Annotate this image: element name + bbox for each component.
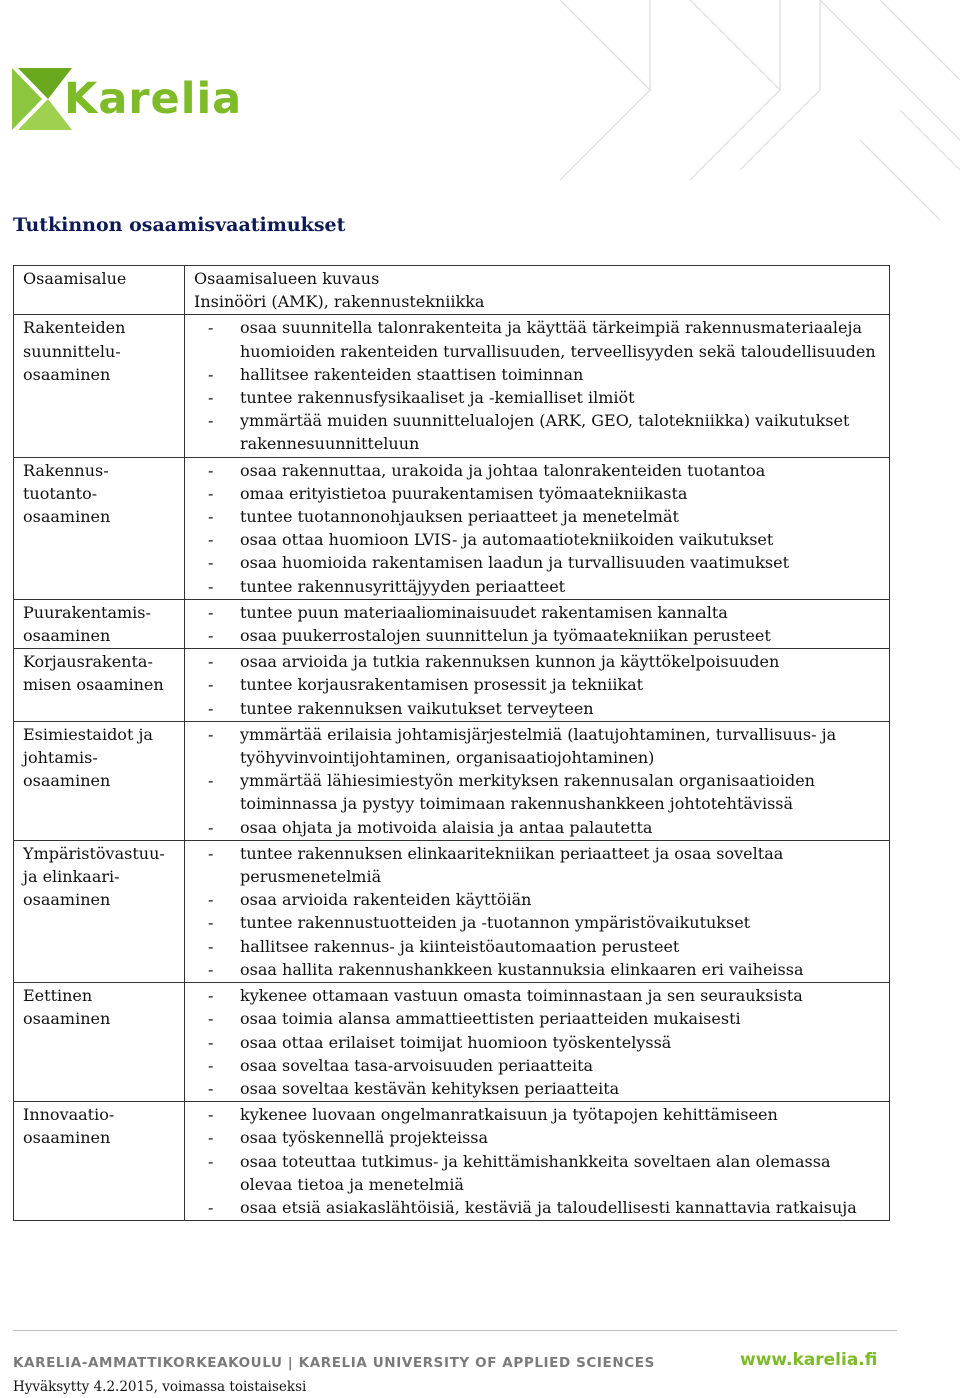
list-item: - tuntee rakennuksen vaikutukset terveyteen bbox=[194, 697, 885, 720]
list-item: - tuntee korjausrakentamisen prosessit ja tekniikat bbox=[194, 673, 885, 696]
list-item: - kykenee ottamaan vastuun omasta toiminnastaan ja sen seurauksista bbox=[194, 984, 885, 1007]
competence-area-cell bbox=[14, 983, 185, 1102]
list-item: - tuntee tuotannonohjauksen periaatteet ja menetelmät bbox=[194, 505, 885, 528]
list-item: - kykenee luovaan ongelmanratkaisuun ja työtapojen kehittämiseen bbox=[194, 1103, 885, 1126]
footer-approval-note: Hyväksytty 4.2.2015, voimassa toistaiseksi bbox=[13, 1379, 307, 1395]
competence-area-label: Eettinen bbox=[23, 986, 93, 1006]
competence-area-label: osaaminen bbox=[23, 364, 111, 384]
competence-description-cell bbox=[185, 649, 890, 722]
table-header-row bbox=[14, 266, 890, 315]
competence-description-cell bbox=[185, 840, 890, 982]
list-item: - osaa puukerrostalojen suunnittelun ja työmaatekniikan perusteet bbox=[194, 624, 885, 647]
list-item: - omaa erityistietoa puurakentamisen työmaatekniikasta bbox=[194, 482, 885, 505]
list-item: - osaa suunnitella talonrakenteita ja käyttää tärkeimpiä rakennusmateriaaleja huomioiden rakenteiden turvallisuuden, terveellisyyden sekä taloudellisuuden bbox=[194, 316, 885, 362]
list-item: - osaa soveltaa tasa-arvoisuuden periaatteita bbox=[194, 1054, 885, 1077]
list-item: - osaa työskennellä projekteissa bbox=[194, 1126, 885, 1149]
competence-area-label: suunnittelu- bbox=[23, 341, 121, 361]
competence-area-cell bbox=[14, 315, 185, 457]
list-item: - osaa huomioida rakentamisen laadun ja turvallisuuden vaatimukset bbox=[194, 551, 885, 574]
header-description-cell bbox=[185, 266, 890, 315]
competence-area-cell bbox=[14, 457, 185, 599]
competence-area-label: osaaminen bbox=[23, 890, 111, 910]
table-row bbox=[14, 721, 890, 840]
list-item: - hallitsee rakennus- ja kiinteistöautomaation perusteet bbox=[194, 935, 885, 958]
requirements-table bbox=[13, 265, 890, 1221]
competence-area-label: misen osaaminen bbox=[23, 675, 164, 695]
requirement-list bbox=[194, 723, 885, 839]
competence-area-label: Innovaatio- bbox=[23, 1105, 115, 1125]
header-area-label: Osaamisalue bbox=[23, 269, 127, 288]
footer-school-name: KARELIA-AMMATTIKORKEAKOULU | KARELIA UNIVERSITY OF APPLIED SCIENCES bbox=[13, 1355, 655, 1371]
competence-area-label: Korjausrakenta- bbox=[23, 652, 153, 672]
footer-website-link[interactable]: www.karelia.fi bbox=[740, 1350, 878, 1370]
competence-area-label: osaaminen bbox=[23, 626, 111, 646]
competence-description-cell bbox=[185, 315, 890, 457]
competence-area-label: ja elinkaari- bbox=[23, 867, 120, 887]
requirement-list bbox=[194, 842, 885, 981]
list-item: - osaa arvioida ja tutkia rakennuksen kunnon ja käyttökelpoisuuden bbox=[194, 650, 885, 673]
page-title: Tutkinnon osaamisvaatimukset bbox=[13, 214, 346, 236]
header-description-label: Osaamisalueen kuvaus bbox=[194, 269, 380, 288]
list-item: - osaa ottaa erilaiset toimijat huomioon työskentelyssä bbox=[194, 1031, 885, 1054]
requirement-list bbox=[194, 1103, 885, 1219]
competence-area-label: osaaminen bbox=[23, 1128, 111, 1148]
requirement-list bbox=[194, 650, 885, 720]
header-degree-label: Insinööri (AMK), rakennustekniikka bbox=[194, 292, 485, 312]
competence-area-cell bbox=[14, 721, 185, 840]
brand-logo-text: Karelia bbox=[64, 74, 243, 124]
list-item: - osaa toteuttaa tutkimus- ja kehittämishankkeita soveltaen alan olemassa olevaa tietoa ja menetelmiä bbox=[194, 1150, 885, 1196]
list-item: - osaa toimia alansa ammattieettisten periaatteiden mukaisesti bbox=[194, 1007, 885, 1030]
list-item: - tuntee rakennusyrittäjyyden periaatteet bbox=[194, 575, 885, 598]
competence-area-cell bbox=[14, 599, 185, 648]
requirement-list bbox=[194, 316, 885, 455]
competence-area-label: osaaminen bbox=[23, 507, 111, 527]
table-row bbox=[14, 649, 890, 722]
competence-area-label: osaaminen bbox=[23, 1009, 111, 1029]
list-item: - osaa hallita rakennushankkeen kustannuksia elinkaaren eri vaiheissa bbox=[194, 958, 885, 981]
footer-divider bbox=[13, 1330, 897, 1331]
table-row bbox=[14, 457, 890, 599]
competence-area-label: Ympäristövastuu- bbox=[23, 843, 165, 863]
requirement-list bbox=[194, 601, 885, 647]
requirement-list bbox=[194, 459, 885, 598]
list-item: - hallitsee rakenteiden staattisen toiminnan bbox=[194, 363, 885, 386]
list-item: - tuntee rakennuksen elinkaaritekniikan periaatteet ja osaa soveltaa perusmenetelmiä bbox=[194, 842, 885, 888]
table-row bbox=[14, 599, 890, 648]
list-item: - osaa ottaa huomioon LVIS- ja automaatiotekniikoiden vaikutukset bbox=[194, 528, 885, 551]
competence-description-cell bbox=[185, 457, 890, 599]
competence-area-label: Esimiestaidot ja bbox=[23, 724, 153, 744]
requirement-list bbox=[194, 984, 885, 1100]
competence-description-cell bbox=[185, 983, 890, 1102]
list-item: - ymmärtää muiden suunnittelualojen (ARK, GEO, talotekniikka) vaikutukset rakennesuunnitteluun bbox=[194, 409, 885, 455]
competence-area-label: tuotanto- bbox=[23, 483, 98, 503]
list-item: - ymmärtää lähiesimiestyön merkityksen rakennusalan organisaatioiden toiminnassa ja pystyy toimimaan rakennushankkeen johtotehtävissä bbox=[194, 769, 885, 815]
competence-area-label: osaaminen bbox=[23, 771, 111, 791]
list-item: - tuntee rakennustuotteiden ja -tuotannon ympäristövaikutukset bbox=[194, 911, 885, 934]
header-area-cell bbox=[14, 266, 185, 315]
table-row bbox=[14, 840, 890, 982]
list-item: - ymmärtää erilaisia johtamisjärjestelmiä (laatujohtaminen, turvallisuus- ja työhyvinvointijohtaminen, organisaatiojohtaminen) bbox=[194, 723, 885, 769]
table-row bbox=[14, 1102, 890, 1221]
competence-area-cell bbox=[14, 1102, 185, 1221]
competence-area-label: johtamis- bbox=[23, 748, 98, 768]
table-row bbox=[14, 983, 890, 1102]
competence-description-cell bbox=[185, 1102, 890, 1221]
list-item: - osaa soveltaa kestävän kehityksen periaatteita bbox=[194, 1077, 885, 1100]
competence-area-label: Rakennus- bbox=[23, 460, 109, 480]
list-item: - tuntee puun materiaaliominaisuudet rakentamisen kannalta bbox=[194, 601, 885, 624]
list-item: - osaa rakennuttaa, urakoida ja johtaa talonrakenteiden tuotantoa bbox=[194, 459, 885, 482]
competence-area-label: Puurakentamis- bbox=[23, 602, 151, 622]
competence-area-cell bbox=[14, 649, 185, 722]
list-item: - osaa etsiä asiakaslähtöisiä, kestäviä ja taloudellisesti kannattavia ratkaisuja bbox=[194, 1196, 885, 1219]
table-row bbox=[14, 315, 890, 457]
competence-area-label: Rakenteiden bbox=[23, 318, 126, 338]
list-item: - osaa arvioida rakenteiden käyttöiän bbox=[194, 888, 885, 911]
competence-area-cell bbox=[14, 840, 185, 982]
competence-description-cell bbox=[185, 721, 890, 840]
competence-description-cell bbox=[185, 599, 890, 648]
list-item: - tuntee rakennusfysikaaliset ja -kemialliset ilmiöt bbox=[194, 386, 885, 409]
list-item: - osaa ohjata ja motivoida alaisia ja antaa palautetta bbox=[194, 816, 885, 839]
